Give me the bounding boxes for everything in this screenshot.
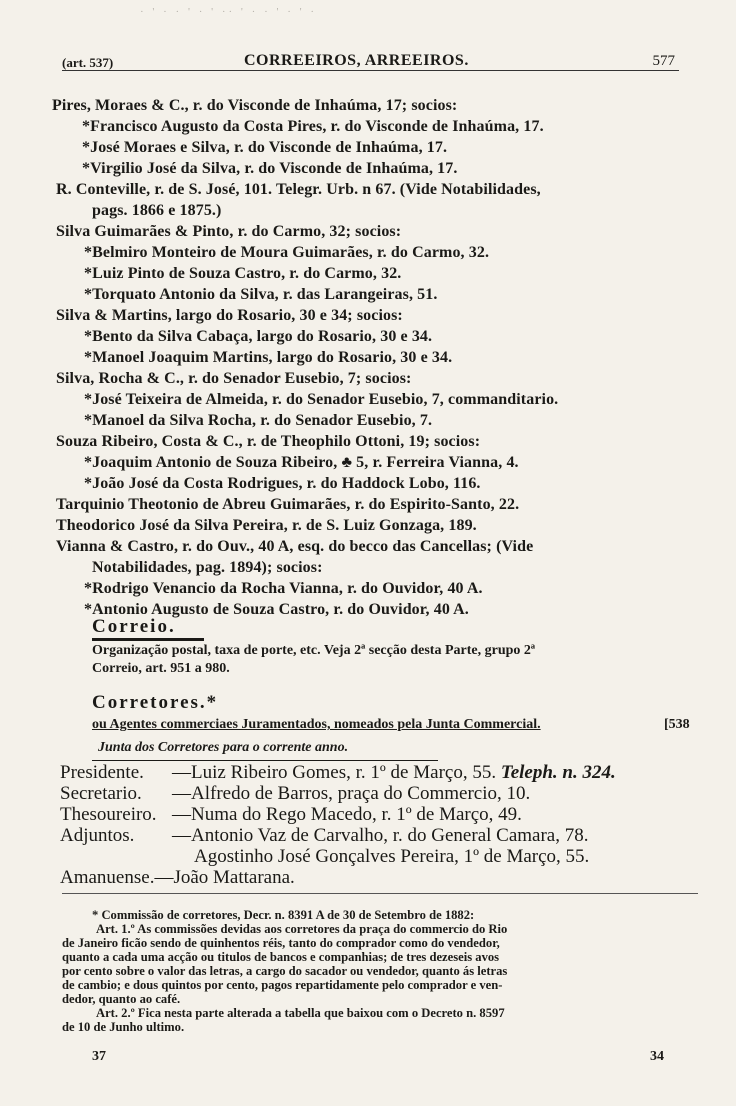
entry-line: *José Moraes e Silva, r. do Visconde de Inhaúma, 17. — [82, 139, 448, 156]
role-secretario: Secretario. —Alfredo de Barros, praça do Commercio, 10. — [60, 783, 531, 804]
entry-line: R. Conteville, r. de S. José, 101. Telegr. Urb. n 67. (Vide Notabilidades, — [56, 181, 541, 198]
bleed-through-noise: · ' · · ' · ' ·· ' · · ' · ' · — [140, 6, 318, 18]
entry-line: Silva, Rocha & C., r. do Senador Eusebio, 7; socios: — [56, 370, 412, 387]
footnote-line: por cento sobre o valor das letras, a cargo do sacador ou vendedor, quanto ás letras — [62, 964, 508, 978]
junta-title: Junta dos Corretores para o corrente anno. — [98, 740, 349, 755]
entry-line: *Torquato Antonio da Silva, r. das Larangeiras, 51. — [84, 286, 438, 303]
footnote-line: quanto a cada uma acção ou titulos de bancos e companhias; de tres dezeseis avos — [62, 950, 500, 964]
corretores-subtitle: ou Agentes commerciaes Juramentados, nomeados pela Junta Commercial. — [92, 717, 541, 732]
entry-line: Vianna & Castro, r. do Ouv., 40 A, esq. do becco das Cancellas; (Vide — [56, 538, 534, 555]
entry-line: *Manoel da Silva Rocha, r. do Senador Eusebio, 7. — [84, 412, 433, 429]
article-ref: (art. 537) — [62, 55, 114, 70]
entry-line: *Belmiro Monteiro de Moura Guimarães, r. do Carmo, 32. — [84, 244, 490, 261]
entry-line: *Francisco Augusto da Costa Pires, r. do Visconde de Inhaúma, 17. — [82, 118, 544, 135]
entry-line: Theodorico José da Silva Pereira, r. de S. Luiz Gonzaga, 189. — [56, 517, 477, 534]
entry-line: *Antonio Augusto de Souza Castro, r. do Ouvidor, 40 A. — [84, 601, 469, 618]
entry-line: Notabilidades, pag. 1894); socios: — [92, 559, 323, 576]
entry-line: Silva & Martins, largo do Rosario, 30 e 34; socios: — [56, 307, 403, 324]
entry-line: *Manoel Joaquim Martins, largo do Rosario, 30 e 34. — [84, 349, 453, 366]
footnote-line: dedor, quanto ao café. — [62, 992, 181, 1006]
page-number: 577 — [652, 53, 675, 69]
entry-line: pags. 1866 e 1875.) — [92, 202, 222, 219]
footnote-line: de cambio; e dous quintos por cento, pagos repartidamente pelo comprador e ven- — [62, 978, 503, 992]
entry-line: Silva Guimarães & Pinto, r. do Carmo, 32; socios: — [56, 223, 402, 240]
entry-line: *José Teixeira de Almeida, r. do Senador Eusebio, 7, commanditario. — [84, 391, 559, 408]
role-amanuense: Amanuense.—João Mattarana. — [60, 867, 295, 888]
role-presidente: Presidente. —Luiz Ribeiro Gomes, r. 1º de Março, 55. Teleph. n. 324. — [60, 762, 616, 783]
footnote-line: de Janeiro ficão sendo de quinhentos réis, tanto do comprador como do vendedor, — [62, 936, 500, 950]
role-thesoureiro: Thesoureiro. —Numa do Rego Macedo, r. 1º de Março, 49. — [60, 804, 522, 825]
article-ref-538: [538 — [664, 717, 690, 732]
section-underline — [92, 638, 204, 641]
footnote-rule — [62, 893, 698, 894]
section-title-correio: Correio. — [92, 616, 204, 641]
header-rule — [62, 70, 679, 71]
entry-line: Pires, Moraes & C., r. do Visconde de Inhaúma, 17; socios: — [52, 97, 458, 114]
role-adjuntos: Adjuntos. —Antonio Vaz de Carvalho, r. do General Camara, 78. — [60, 825, 589, 846]
section-title-corretores: Corretores.* — [92, 692, 219, 713]
entry-line: *Luiz Pinto de Souza Castro, r. do Carmo, 32. — [84, 265, 402, 282]
correio-text-1: Organização postal, taxa de porte, etc. Veja 2ª secção desta Parte, grupo 2ª — [92, 643, 536, 658]
footnote-line: de 10 de Junho ultimo. — [62, 1020, 185, 1034]
entry-line: *Joaquim Antonio de Souza Ribeiro, ♣ 5, r. Ferreira Vianna, 4. — [84, 454, 519, 471]
running-title: CORREEIROS, ARREEIROS. — [244, 52, 469, 69]
entry-line: Souza Ribeiro, Costa & C., r. de Theophilo Ottoni, 19; socios: — [56, 433, 481, 450]
correio-text-2: Correio, art. 951 a 980. — [92, 661, 230, 676]
footnote-line: Art. 2.º Fica nesta parte alterada a tabella que baixou com o Decreto n. 8597 — [96, 1006, 505, 1020]
entry-line: *Virgilio José da Silva, r. do Visconde de Inhaúma, 17. — [82, 160, 458, 177]
page-header — [62, 52, 697, 74]
signature-mark-left: 37 — [92, 1049, 106, 1064]
entry-line: Tarquinio Theotonio de Abreu Guimarães, r. do Espirito-Santo, 22. — [56, 496, 520, 513]
entry-line: *Rodrigo Venancio da Rocha Vianna, r. do Ouvidor, 40 A. — [84, 580, 483, 597]
footnote-line: * Commissão de corretores, Decr. n. 8391 A de 30 de Setembro de 1882: — [92, 908, 475, 922]
signature-mark-right: 34 — [650, 1049, 664, 1064]
footnote-line: Art. 1.º As commissões devidas aos corretores da praça do commercio do Rio — [96, 922, 508, 936]
role-adjuntos-second: Agostinho José Gonçalves Pereira, 1º de Março, 55. — [194, 846, 590, 867]
entry-line: *Bento da Silva Cabaça, largo do Rosario, 30 e 34. — [84, 328, 433, 345]
junta-rule — [92, 760, 438, 761]
entry-line: *João José da Costa Rodrigues, r. do Haddock Lobo, 116. — [84, 475, 481, 492]
